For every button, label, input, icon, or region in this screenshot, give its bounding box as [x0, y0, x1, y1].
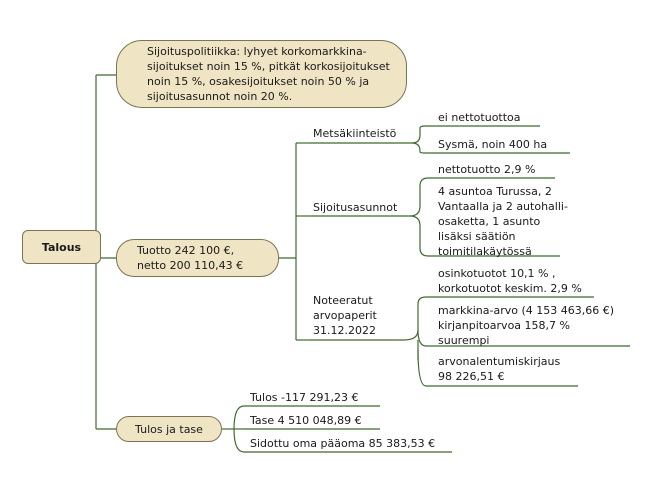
root-node[interactable] — [22, 230, 101, 264]
tulos-label: Tulos ja tase — [135, 422, 203, 436]
leaf-tulos-1[interactable]: Tulos -117 291,23 € — [250, 391, 359, 404]
branch-metsakiinteisto[interactable]: Metsäkiinteistö — [313, 127, 397, 140]
leaf-asunnot-2[interactable]: 4 asuntoa Turussa, 2 Vantaalla ja 2 autohalli- osaketta, 1 asunto lisäksi säätiön toimitilakäytössä — [438, 185, 568, 258]
leaf-arvopaperit-1[interactable]: osinkotuotot 10,1 % , korkotuotot keskim. 2,9 % — [438, 267, 582, 295]
tulos-node[interactable] — [116, 416, 222, 442]
policy-node[interactable] — [116, 40, 407, 108]
leaf-metsa-2[interactable]: Sysmä, noin 400 ha — [438, 138, 548, 151]
leaf-metsa-1[interactable]: ei nettotuottoa — [438, 111, 521, 124]
leaf-asunnot-1[interactable]: nettotuotto 2,9 % — [438, 163, 536, 176]
leaf-tulos-3[interactable]: Sidottu oma pääoma 85 383,53 € — [250, 437, 436, 450]
leaf-arvopaperit-3[interactable]: arvonalentumiskirjaus 98 226,51 € — [438, 355, 561, 383]
branch-sijoitusasunnot[interactable]: Sijoitusasunnot — [313, 201, 398, 214]
tuotto-node[interactable] — [116, 239, 279, 277]
tuotto-text: Tuotto 242 100 €, netto 200 110,43 € — [137, 244, 244, 272]
branch-noteeratut-arvopaperit[interactable]: Noteeratut arvopaperit 31.12.2022 — [313, 294, 377, 337]
leaf-tulos-2[interactable]: Tase 4 510 048,89 € — [250, 414, 362, 427]
leaf-arvopaperit-2[interactable]: markkina-arvo (4 153 463,66 €) kirjanpitoarvoa 158,7 % suurempi — [438, 304, 615, 347]
policy-text: Sijoituspolitiikka: lyhyet korkomarkkina- sijoitukset noin 15 %, pitkät korkosijoitukset noin 15 %, osakesijoitukset noin 50 % ja sijoitusasunnot noin 20 %. — [147, 45, 390, 103]
root-label: Talous — [41, 240, 82, 254]
